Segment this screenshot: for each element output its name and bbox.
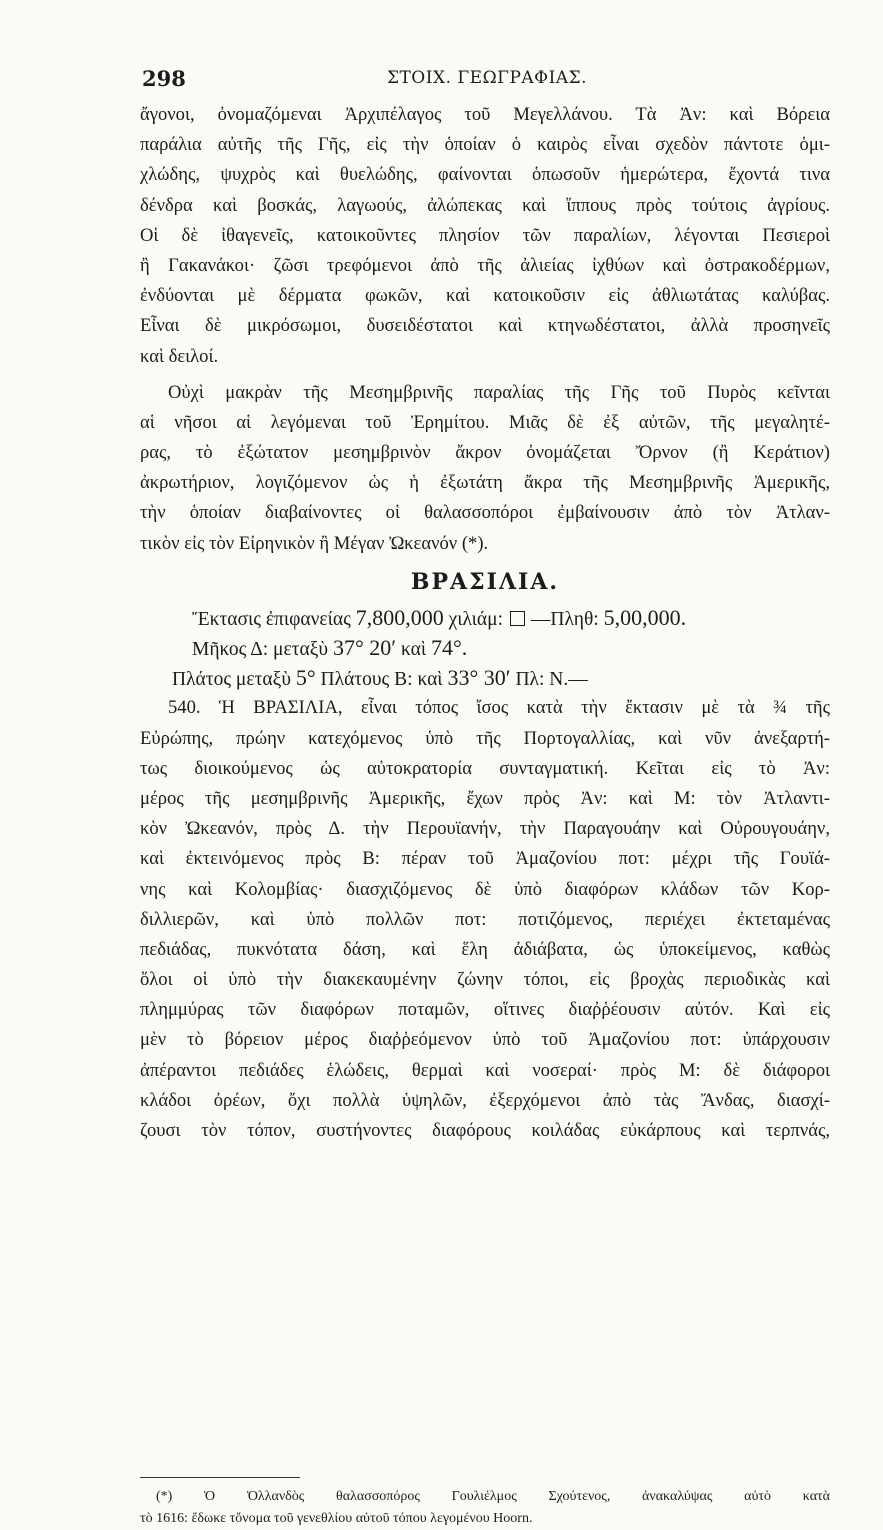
longitude-label: Μῆκος Δ: μεταξὺ <box>192 639 329 660</box>
text-line: τὴν ὁποίαν διαβαίνοντες οἱ θαλασσοπόροι ἐμβαίνουσιν ἀπὸ τὸν Ἀτλαν- <box>140 502 830 524</box>
paragraph-brazil <box>140 693 830 1146</box>
text-line: ἄγονοι, ὀνομαζόμεναι Ἀρχιπέλαγος τοῦ Μεγελλάνου. Τὰ Ἀν: καὶ Βόρεια <box>140 104 830 125</box>
text-line: νης καὶ Κολομβίας· διασχιζόμενος δὲ ὑπὸ διαφόρων κλάδων τῶν Κορ- <box>140 878 830 900</box>
longitude-to: 74°. <box>430 635 468 660</box>
text-line: ρας, τὸ ἐξώτατον μεσημβρινὸν ἄκρον ὀνομάζεται Ὄρνον (ἢ Κεράτιον) <box>140 442 830 464</box>
text-line: κλάδοι ὀρέων, ὄχι πολλὰ ὑψηλῶν, ἐξερχόμενοι ἀπὸ τὰς Ἄνδας, διασχί- <box>140 1089 830 1111</box>
longitude-and: καὶ <box>400 639 427 660</box>
section-title: ΒΡΑΣΙΛΙΑ. <box>410 568 560 595</box>
text-line: Οὐχὶ μακρὰν τῆς Μεσημβρινῆς παραλίας τῆς Γῆς τοῦ Πυρὸς κεῖνται <box>168 381 830 403</box>
paragraph-hermite-islands <box>140 378 830 559</box>
latitude-line <box>140 663 830 693</box>
text-line: Οἱ δὲ ἰθαγενεῖς, κατοικοῦντες πλησίον τῶν παραλίων, λέγονται Πεσιεροὶ <box>140 224 830 246</box>
text-line: πλημμύρας τῶν διαφόρων ποταμῶν, οἵτινες διαῤῥέουσιν αὐτόν. Καὶ εἰς <box>140 999 830 1021</box>
running-head: ΣΤΟΙΧ. ΓΕΩΓΡΑΦΙΑΣ. <box>386 68 588 88</box>
text-line: μέρος τῆς μεσημβρινῆς Ἀμερικῆς, ἔχων πρὸς Ἀν: καὶ Μ: τὸν Ἀτλαντι- <box>140 787 830 809</box>
footnote-line: (*) Ὁ Ὀλλανδὸς θαλασσοπόρος Γουλιέλμος Σχούτενος, ἀνακαλύψας αὐτὸ κατὰ <box>156 1489 830 1504</box>
text-line: Εὐρώπης, πρώην κατεχόμενος ὑπὸ τῆς Πορτογαλλίας, καὶ νῦν ἀνεξαρτή- <box>140 727 830 749</box>
page-header <box>142 60 832 94</box>
footnote-rule <box>140 1477 300 1478</box>
text-line: τως διοικούμενος ὡς αὐτοκρατορία συνταγματική. Κεῖται εἰς τὸ Ἀν: <box>140 757 830 779</box>
text-line: πεδιάδας, πυκνότατα δάση, καὶ ἕλη ἀδιάβατα, ὡς ὑποκείμενος, καθὼς <box>140 938 830 960</box>
area-unit: χιλιάμ: <box>448 608 504 630</box>
latitude-end: Πλ: Ν.— <box>515 669 588 691</box>
text-line: ὅλοι οἱ ὑπὸ τὴν διακεκαυμένην ζώνην τόποι, εἰς βροχὰς περιοδικὰς καὶ <box>140 969 830 991</box>
population-value: 5,00,000. <box>603 604 687 630</box>
text-line: ἢ Γακανάκοι· ζῶσι τρεφόμενοι ἀπὸ τῆς ἀλιείας ἰχθύων καὶ ὀστρακοδέρμων, <box>140 254 830 276</box>
text-line: καὶ ἐκτεινόμενος πρὸς Β: πέραν τοῦ Ἀμαζονίου ποτ: μέχρι τῆς Γουϊά- <box>140 848 830 870</box>
text-line: δένδρα καὶ βοσκάς, λαγωούς, ἀλώπεκας καὶ ἵππους πρὸς τούτοις ἀγρίους. <box>140 194 830 216</box>
longitude-from: 37° 20′ <box>332 635 397 660</box>
latitude-to: 33° 30′ <box>447 665 511 691</box>
longitude-line <box>140 633 830 663</box>
text-line: κὸν Ὠκεανόν, πρὸς Δ. τὴν Περουϊανήν, τὴν Παραγουάην καὶ Οὐρουγουάην, <box>140 818 830 840</box>
area-value: 7,800,000 <box>355 604 444 630</box>
paragraph-fuegians <box>140 100 830 372</box>
latitude-from: 5° <box>295 665 316 691</box>
text-line: διλλιερῶν, καὶ ὑπὸ πολλῶν ποτ: ποτιζόμενος, περιέχει ἐκτεταμένας <box>140 908 830 930</box>
text-line: Εἶναι δὲ μικρόσωμοι, δυσειδέστατοι καὶ κτηνωδέστατοι, ἀλλὰ προσηνεῖς <box>140 315 830 337</box>
latitude-mid: Πλάτους Β: καὶ <box>320 669 443 691</box>
text-line: καὶ δειλοί. <box>140 345 219 367</box>
statistics-block <box>140 603 830 694</box>
footnote-line: τὸ 1616: ἔδωκε τὄνομα τοῦ γενεθλίου αὐτοῦ τόπου λεγομένου Hoorn. <box>140 1511 533 1526</box>
page-number: 298 <box>142 66 186 91</box>
text-line: αἱ νῆσοι αἱ λεγόμεναι τοῦ Ἐρημίτου. Μιᾶς δὲ ἐξ αὐτῶν, τῆς μεγαλητέ- <box>140 411 830 433</box>
text-line: ζουσι τὸν τόπον, συστήνοντες διαφόρους κοιλάδας εὐκάρπους καὶ τερπνάς, <box>140 1120 830 1141</box>
text-line: χλώδης, ψυχρὸς καὶ θυελώδης, φαίνονται ὁπωσοῦν ἡμερώτερα, ἔχοντά τινα <box>140 164 830 186</box>
footnote <box>140 1486 830 1530</box>
text-line: τικὸν εἰς τὸν Εἰρηνικὸν ἢ Μέγαν Ὠκεανόν (*). <box>140 532 489 554</box>
square-symbol-icon <box>510 611 525 626</box>
text-line: ἀκρωτήριον, λογιζόμενον ὡς ἡ ἐξωτάτη ἄκρα τῆς Μεσημβρινῆς Ἀμερικῆς, <box>140 472 830 494</box>
text-line: 540. Ἡ ΒΡΑΣΙΛΙΑ, εἶναι τόπος ἴσος κατὰ τὴν ἔκτασιν μὲ τὰ ¾ τῆς <box>168 697 830 719</box>
text-line: ἀπέραντοι πεδιάδες ἑλώδεις, θερμαὶ καὶ νοσεραί· πρὸς Μ: δὲ διάφοροι <box>140 1059 830 1081</box>
area-label: Ἔκτασις ἐπιφανείας <box>192 608 351 630</box>
text-line: μὲν τὸ βόρειον μέρος διαῤῥεόμενον ὑπὸ τοῦ Ἀμαζονίου ποτ: ὑπάρχουσιν <box>140 1029 830 1051</box>
text-line: ἐνδύονται μὲ δέρματα φωκῶν, καὶ κατοικοῦσιν εἰς ἀθλιωτάτας καλύβας. <box>140 285 830 307</box>
text-line: παράλια αὐτῆς τῆς Γῆς, εἰς τὴν ὁποίαν ὁ καιρὸς εἶναι σχεδὸν πάντοτε ὁμι- <box>140 134 830 156</box>
area-population-line <box>140 603 830 633</box>
page-body <box>140 100 830 1146</box>
population-label: —Πληθ: <box>530 608 599 630</box>
latitude-label: Πλάτος μεταξὺ <box>172 669 291 691</box>
